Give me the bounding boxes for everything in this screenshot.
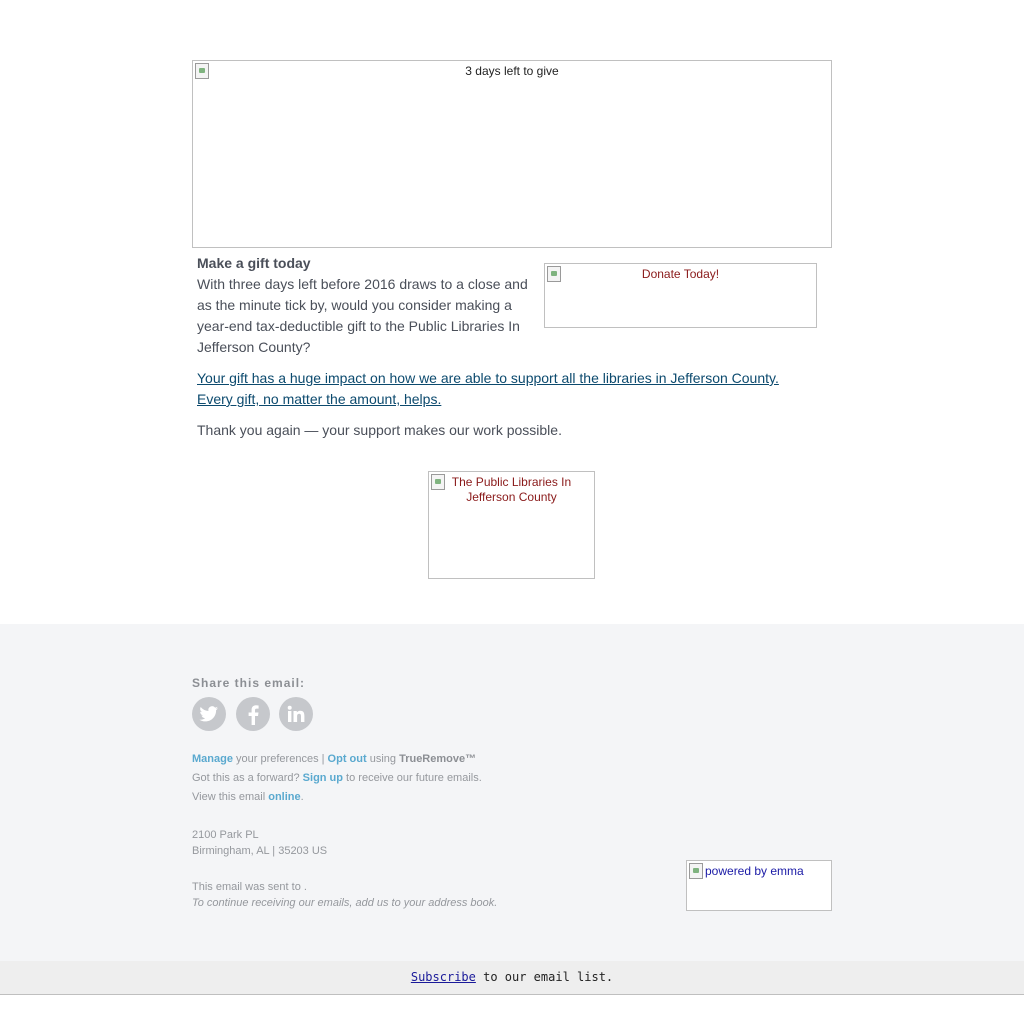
forward-text: Got this as a forward? <box>192 772 303 784</box>
thanks-text: Thank you again — your support makes our work possible. <box>197 422 562 438</box>
address-line-1: 2100 Park PL <box>192 829 259 841</box>
share-label: Share this email: <box>192 676 306 690</box>
hero-alt-text: 3 days left to give <box>465 64 559 78</box>
sign-up-link[interactable]: Sign up <box>302 772 343 784</box>
donate-alt-text: Donate Today! <box>641 267 720 281</box>
twitter-icon[interactable] <box>192 697 226 731</box>
opt-out-link[interactable]: Opt out <box>327 753 367 765</box>
gift-heading: Make a gift today <box>197 255 311 271</box>
broken-image-icon <box>689 863 703 879</box>
donate-button-image[interactable] <box>544 263 817 328</box>
broken-image-icon <box>547 266 561 282</box>
address-line-2: Birmingham, AL | 35203 US <box>192 845 328 857</box>
emma-alt-text: powered by emma <box>705 864 804 878</box>
subscribe-bar <box>0 961 1024 995</box>
broken-image-icon <box>431 474 445 490</box>
sent-to-text: This email was sent to . <box>192 881 307 893</box>
powered-by-emma-image[interactable] <box>686 860 832 911</box>
library-logo-image[interactable] <box>428 471 595 579</box>
logo-alt-text: The Public Libraries In Jefferson County <box>451 475 572 504</box>
view-online-link[interactable]: online <box>268 791 301 803</box>
subscribe-link[interactable]: Subscribe <box>410 970 476 984</box>
broken-image-icon <box>195 63 209 79</box>
forward-line <box>192 771 482 785</box>
manage-preferences-link[interactable]: Manage <box>192 753 233 765</box>
manage-text: your preferences | <box>232 753 328 765</box>
gift-body-text: With three days left before 2016 draws to a close and as the minute tick by, would you consider making a year-end tax-deductible gift to the Public Libraries In Jefferson County? <box>197 276 528 355</box>
email-footer <box>0 624 1024 961</box>
signup-text: to receive our future emails. <box>343 772 482 784</box>
view-online-line <box>192 790 304 804</box>
continue-italic: To continue receiving our emails, add us to your address book. <box>192 897 498 909</box>
continue-text <box>192 896 497 910</box>
view-end: . <box>300 791 304 803</box>
optout-text: using <box>366 753 400 765</box>
view-text: View this email <box>192 791 269 803</box>
linkedin-icon[interactable] <box>279 697 313 731</box>
impact-link[interactable]: Your gift has a huge impact on how we are able to support all the libraries in Jefferson County. Every gift, no matter the amount, helps. <box>197 370 779 407</box>
subscribe-text: to our email list. <box>475 970 614 984</box>
facebook-icon[interactable] <box>236 697 270 731</box>
hero-banner-image <box>192 60 832 248</box>
preferences-line <box>192 752 476 766</box>
trueremove-label: TrueRemove™ <box>399 753 477 765</box>
